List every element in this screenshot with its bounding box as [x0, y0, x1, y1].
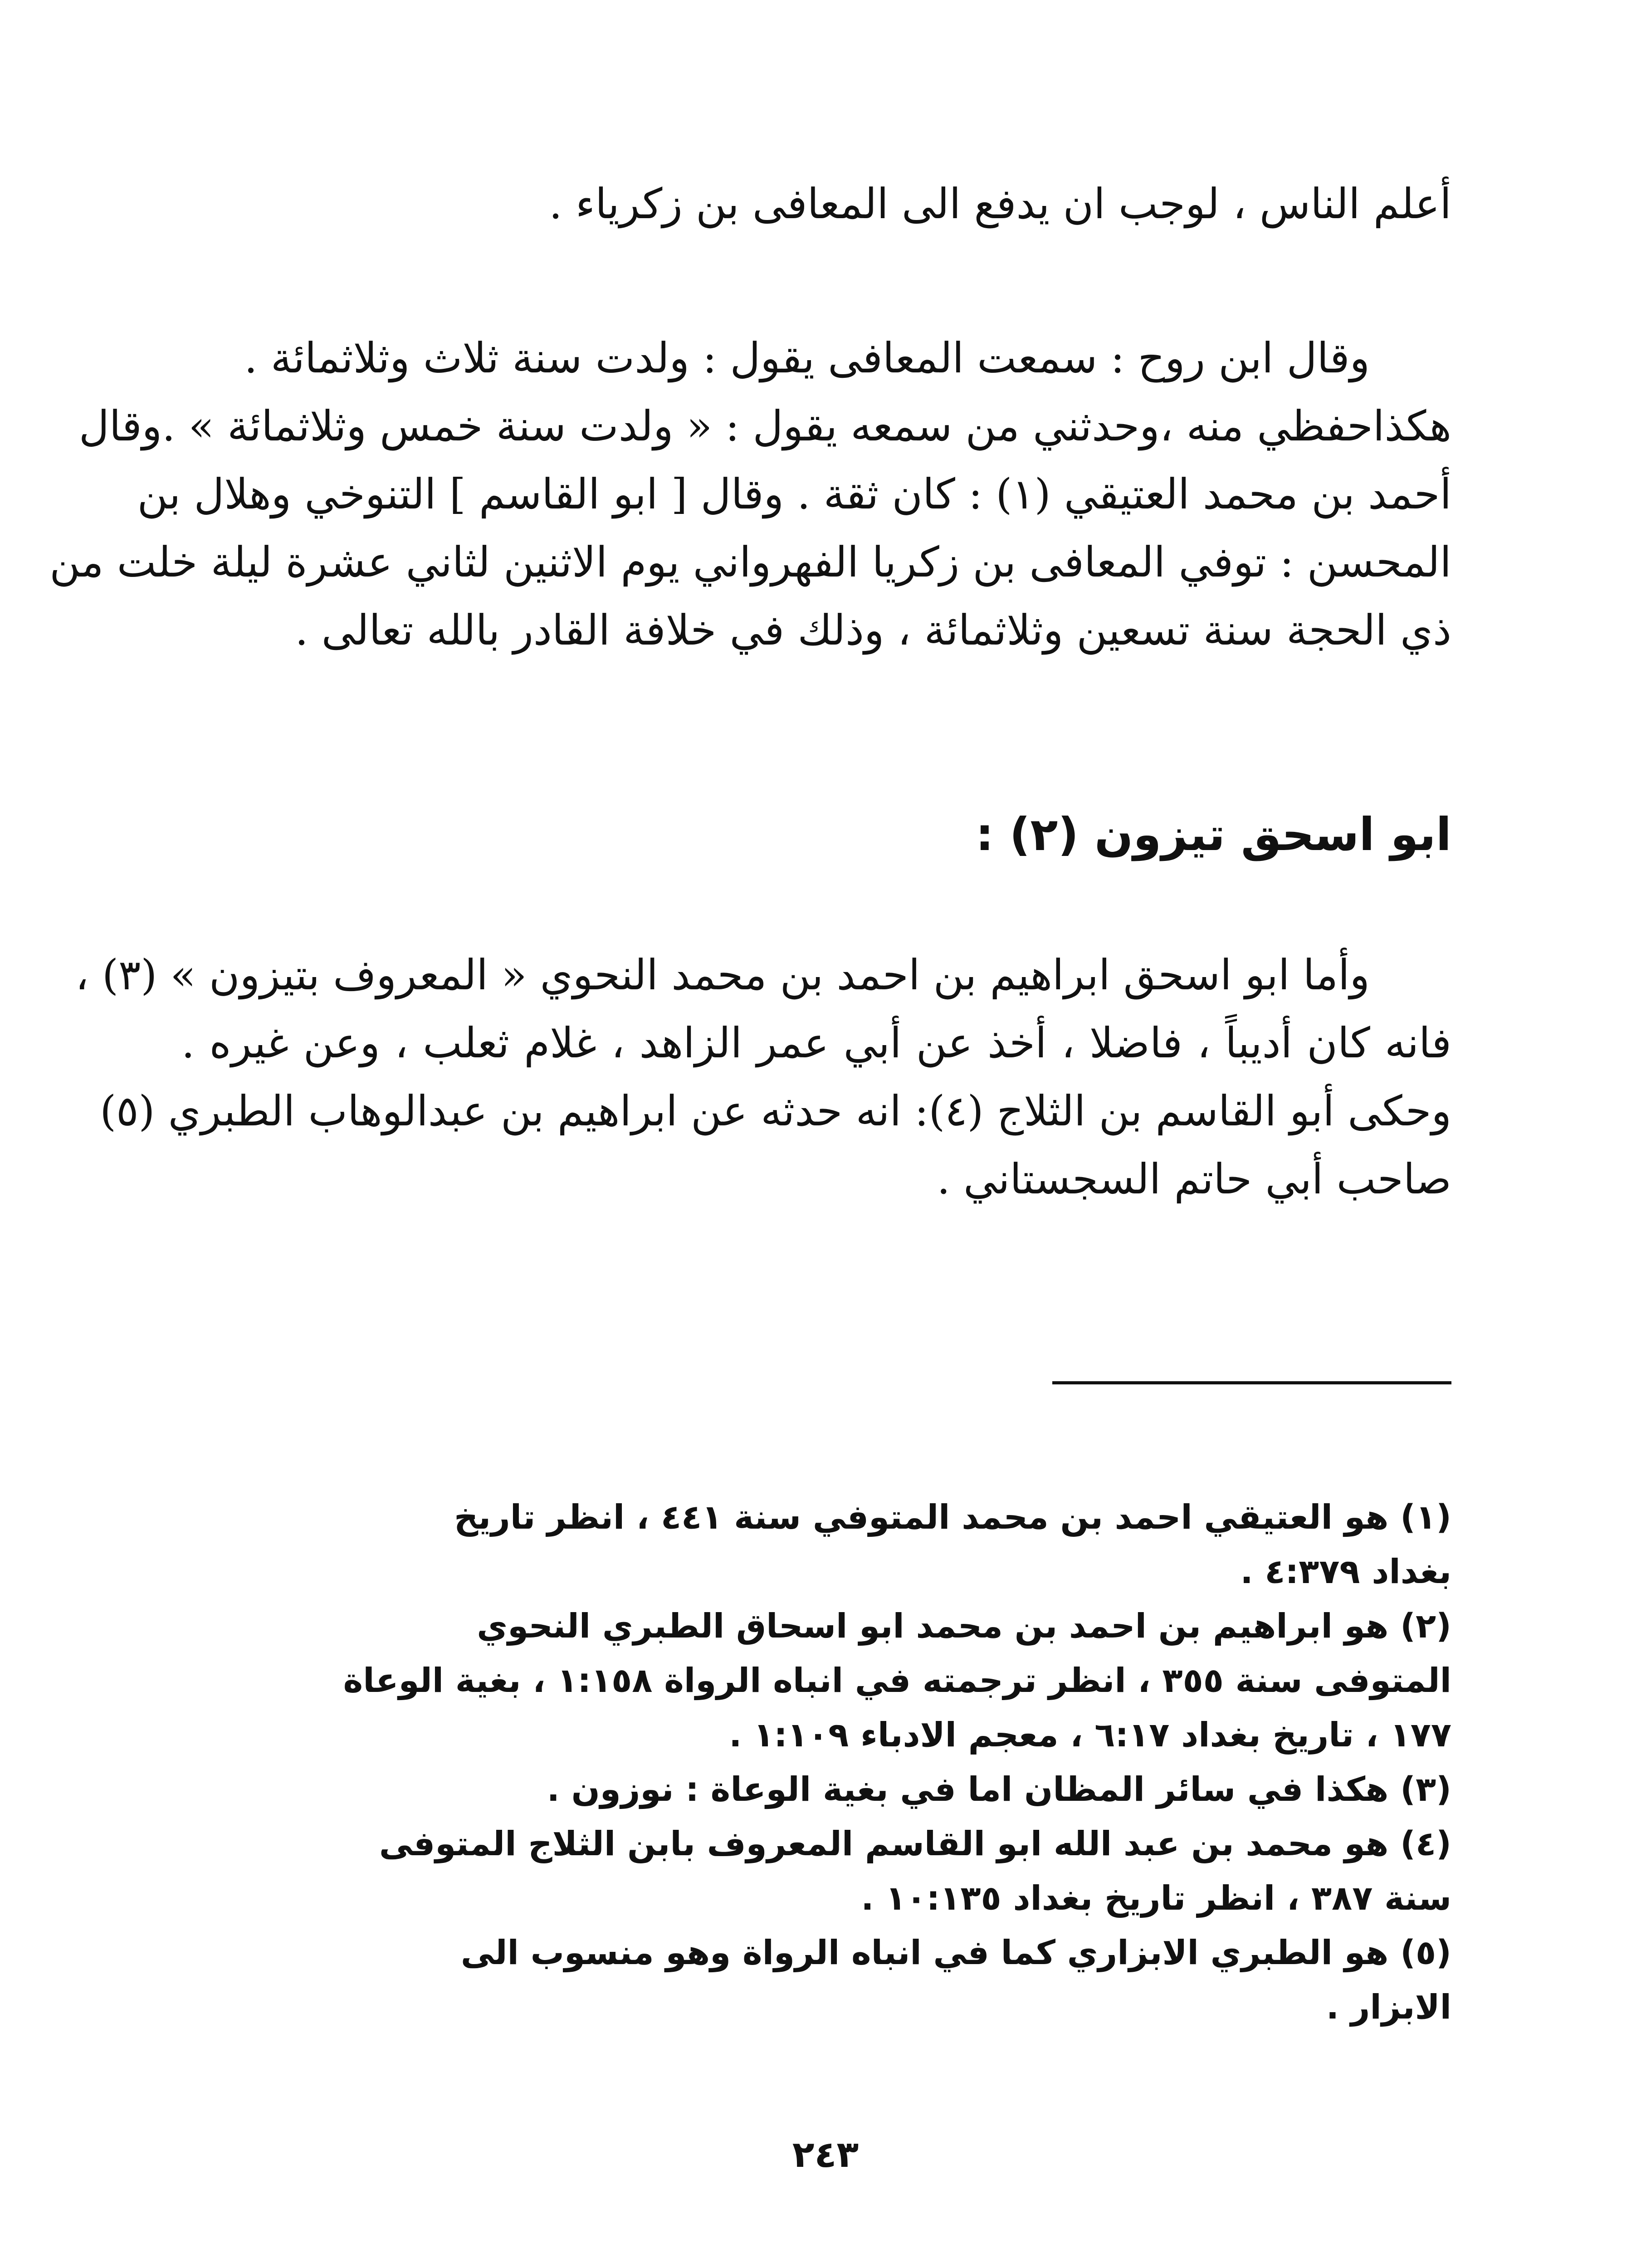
footnote-line: الابزار . — [1326, 1988, 1451, 2027]
footnote-line: (١) هو العتيقي احمد بن محمد المتوفي سنة ٤٤١ ، انظر تاريخ — [454, 1498, 1451, 1537]
text-line: وحكى أبو القاسم بن الثلاج (٤): انه حدثه عن ابراهيم بن عبدالوهاب الطبري (٥) — [100, 1087, 1451, 1135]
text-line: صاحب أبي حاتم السجستاني . — [937, 1155, 1451, 1203]
text-line: هكذاحفظي منه ،وحدثني من سمعه يقول : « ولدت سنة خمس وثلاثمائة » .وقال — [78, 402, 1451, 450]
footnote-line: (٣) هكذا في سائر المظان اما في بغية الوعاة : نوزون . — [547, 1770, 1451, 1809]
footnote-line: بغداد ٤:٣٧٩ . — [1240, 1552, 1451, 1591]
text-line: ذي الحجة سنة تسعين وثلاثمائة ، وذلك في خلافة القادر بالله تعالى . — [295, 606, 1451, 655]
text-line: المحسن : توفي المعافى بن زكريا الفهرواني يوم الاثنين لثاني عشرة ليلة خلت من — [49, 538, 1451, 587]
footnote-separator — [1052, 1381, 1451, 1384]
text-line: أحمد بن محمد العتيقي (١) : كان ثقة . وقال [ ابو القاسم ] التنوخي وهلال بن — [137, 470, 1451, 518]
page-number: ٢٤٣ — [792, 2133, 859, 2175]
footnote-line: سنة ٣٨٧ ، انظر تاريخ بغداد ١٠:١٣٥ . — [861, 1879, 1451, 1918]
footnote-line: (٢) هو ابراهيم بن احمد بن محمد ابو اسحاق الطبري النحوي — [477, 1607, 1451, 1646]
footnote-line: ١٧٧ ، تاريخ بغداد ٦:١٧ ، معجم الادباء ١:١٠٩ . — [729, 1716, 1451, 1755]
footnote-line: (٥) هو الطبري الابزاري كما في انباه الرواة وهو منسوب الى — [460, 1933, 1451, 1972]
text-line: فانه كان أديباً ، فاضلا ، أخذ عن أبي عمر الزاهد ، غلام ثعلب ، وعن غيره . — [181, 1019, 1451, 1067]
footnote-line: (٤) هو محمد بن عبد الله ابو القاسم المعروف بابن الثلاج المتوفى — [379, 1824, 1451, 1863]
section-heading: ابو اسحق تيزون (٢) : — [975, 808, 1451, 861]
text-line: أعلم الناس ، لوجب ان يدفع الى المعافى بن زكرياء . — [549, 180, 1451, 228]
footnote-line: المتوفى سنة ٣٥٥ ، انظر ترجمته في انباه الرواة ١:١٥٨ ، بغية الوعاة — [343, 1661, 1451, 1700]
text-line: وأما ابو اسحق ابراهيم بن احمد بن محمد النحوي « المعروف بتيزون » (٣) ، — [75, 951, 1370, 999]
text-line: وقال ابن روح : سمعت المعافى يقول : ولدت سنة ثلاث وثلاثمائة . — [244, 334, 1370, 382]
